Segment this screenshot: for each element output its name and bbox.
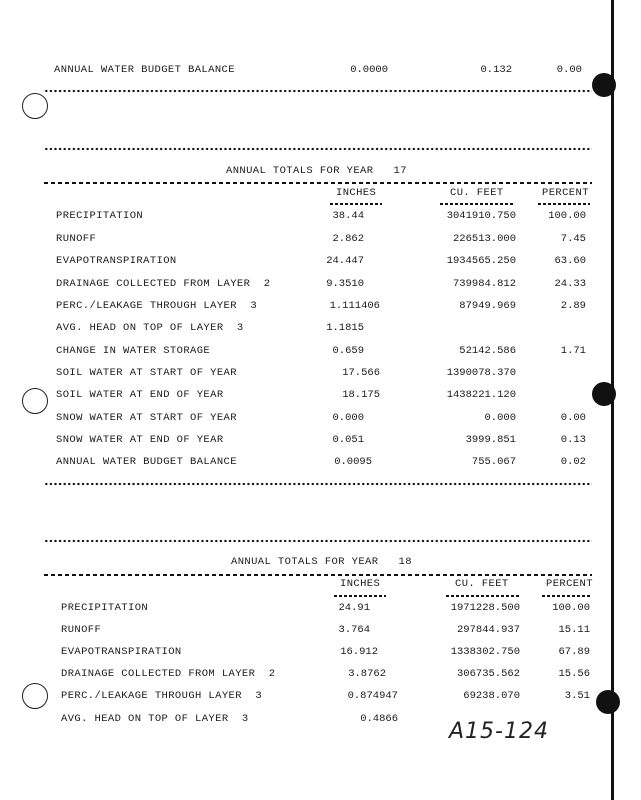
row-cuft: 1438221.120 [446, 389, 516, 401]
row-label: SNOW WATER AT START OF YEAR [56, 412, 237, 424]
col-cuft-header: CU. FEET [455, 578, 509, 590]
row-inches: 38.44 [332, 210, 364, 222]
row-inches: 0.659 [332, 345, 364, 357]
col-underline [538, 203, 590, 205]
separator-stars [44, 147, 592, 151]
row-inches: 9.3510 [326, 278, 364, 290]
row-inches: 17.566 [342, 367, 380, 379]
col-underline [334, 595, 386, 597]
col-underline [542, 595, 592, 597]
row-cuft: 52142.586 [459, 345, 516, 357]
row-label: SOIL WATER AT START OF YEAR [56, 367, 237, 379]
row-label: PRECIPITATION [61, 602, 149, 614]
row-percent: 15.56 [558, 668, 590, 680]
col-inches-header: INCHES [336, 187, 377, 199]
row-inches: 0.051 [332, 434, 364, 446]
row-percent: 3.51 [564, 690, 590, 702]
binder-hole-top [22, 93, 48, 119]
row-label: SNOW WATER AT END OF YEAR [56, 434, 224, 446]
col-percent-header: PERCENT [542, 187, 589, 199]
row-cuft: 87949.969 [459, 300, 516, 312]
row-cuft: 297844.937 [456, 624, 520, 636]
row-inches: 2.862 [332, 233, 364, 245]
punch-dot-top [592, 73, 616, 97]
row-cuft: 0.000 [484, 412, 516, 424]
punch-dot-middle [592, 382, 616, 406]
row-percent: 15.11 [558, 624, 590, 636]
row-label: EVAPOTRANSPIRATION [56, 255, 177, 267]
row-percent: 63.60 [554, 255, 586, 267]
top-balance-label: ANNUAL WATER BUDGET BALANCE [54, 64, 235, 76]
row-label: RUNOFF [56, 233, 97, 245]
row-inches: 24.91 [338, 602, 370, 614]
col-cuft-header: CU. FEET [450, 187, 504, 199]
row-cuft: 3999.851 [465, 434, 516, 446]
row-cuft: 306735.562 [456, 668, 520, 680]
row-label: SOIL WATER AT END OF YEAR [56, 389, 224, 401]
col-percent-header: PERCENT [546, 578, 593, 590]
row-inches: 0.874947 [347, 690, 398, 702]
punch-dot-bottom [596, 690, 620, 714]
row-percent: 100.00 [548, 210, 586, 222]
row-inches: 3.764 [338, 624, 370, 636]
row-inches: 1.1815 [326, 322, 364, 334]
top-balance-inches: 0.0000 [350, 64, 388, 76]
year-18-heading: ANNUAL TOTALS FOR YEAR 18 [231, 556, 412, 568]
row-inches: 3.8762 [348, 668, 386, 680]
row-inches: 0.0095 [334, 456, 372, 468]
col-underline [440, 203, 514, 205]
header-dash-rule [44, 574, 592, 576]
handwritten-page-note: A15-124 [449, 719, 549, 744]
row-percent: 100.00 [552, 602, 590, 614]
row-label: PERC./LEAKAGE THROUGH LAYER 3 [61, 690, 263, 702]
row-label: AVG. HEAD ON TOP OF LAYER 3 [61, 713, 249, 725]
row-label: DRAINAGE COLLECTED FROM LAYER 2 [61, 668, 276, 680]
row-inches: 0.000 [332, 412, 364, 424]
row-inches: 0.4866 [360, 713, 398, 725]
row-label: ANNUAL WATER BUDGET BALANCE [56, 456, 237, 468]
row-percent: 24.33 [554, 278, 586, 290]
row-percent: 0.13 [560, 434, 586, 446]
binder-hole-bottom [22, 683, 48, 709]
row-cuft: 1971228.500 [450, 602, 520, 614]
row-cuft: 739984.812 [452, 278, 516, 290]
separator-stars [44, 89, 592, 93]
year-17-heading: ANNUAL TOTALS FOR YEAR 17 [226, 165, 407, 177]
top-balance-cuft: 0.132 [480, 64, 512, 76]
row-inches: 18.175 [342, 389, 380, 401]
row-inches: 16.912 [340, 646, 378, 658]
row-percent: 1.71 [560, 345, 586, 357]
binder-hole-middle [22, 388, 48, 414]
row-label: PRECIPITATION [56, 210, 144, 222]
row-percent: 0.02 [560, 456, 586, 468]
row-inches: 1.111406 [329, 300, 380, 312]
header-dash-rule [44, 182, 592, 184]
row-label: RUNOFF [61, 624, 102, 636]
row-label: EVAPOTRANSPIRATION [61, 646, 182, 658]
row-inches: 24.447 [326, 255, 364, 267]
row-percent: 7.45 [560, 233, 586, 245]
row-percent: 67.89 [558, 646, 590, 658]
col-underline [446, 595, 520, 597]
col-inches-header: INCHES [340, 578, 381, 590]
row-label: CHANGE IN WATER STORAGE [56, 345, 211, 357]
row-cuft: 1934565.250 [446, 255, 516, 267]
col-underline [330, 203, 382, 205]
row-cuft: 755.067 [471, 456, 516, 468]
row-percent: 0.00 [560, 412, 586, 424]
row-cuft: 226513.000 [452, 233, 516, 245]
top-balance-percent: 0.00 [556, 64, 582, 76]
row-percent: 2.89 [560, 300, 586, 312]
row-cuft: 69238.070 [463, 690, 520, 702]
row-cuft: 3041910.750 [446, 210, 516, 222]
row-cuft: 1390078.370 [446, 367, 516, 379]
row-label: AVG. HEAD ON TOP OF LAYER 3 [56, 322, 244, 334]
row-label: DRAINAGE COLLECTED FROM LAYER 2 [56, 278, 271, 290]
separator-stars [44, 482, 592, 486]
row-cuft: 1338302.750 [450, 646, 520, 658]
separator-stars [44, 539, 592, 543]
row-label: PERC./LEAKAGE THROUGH LAYER 3 [56, 300, 258, 312]
